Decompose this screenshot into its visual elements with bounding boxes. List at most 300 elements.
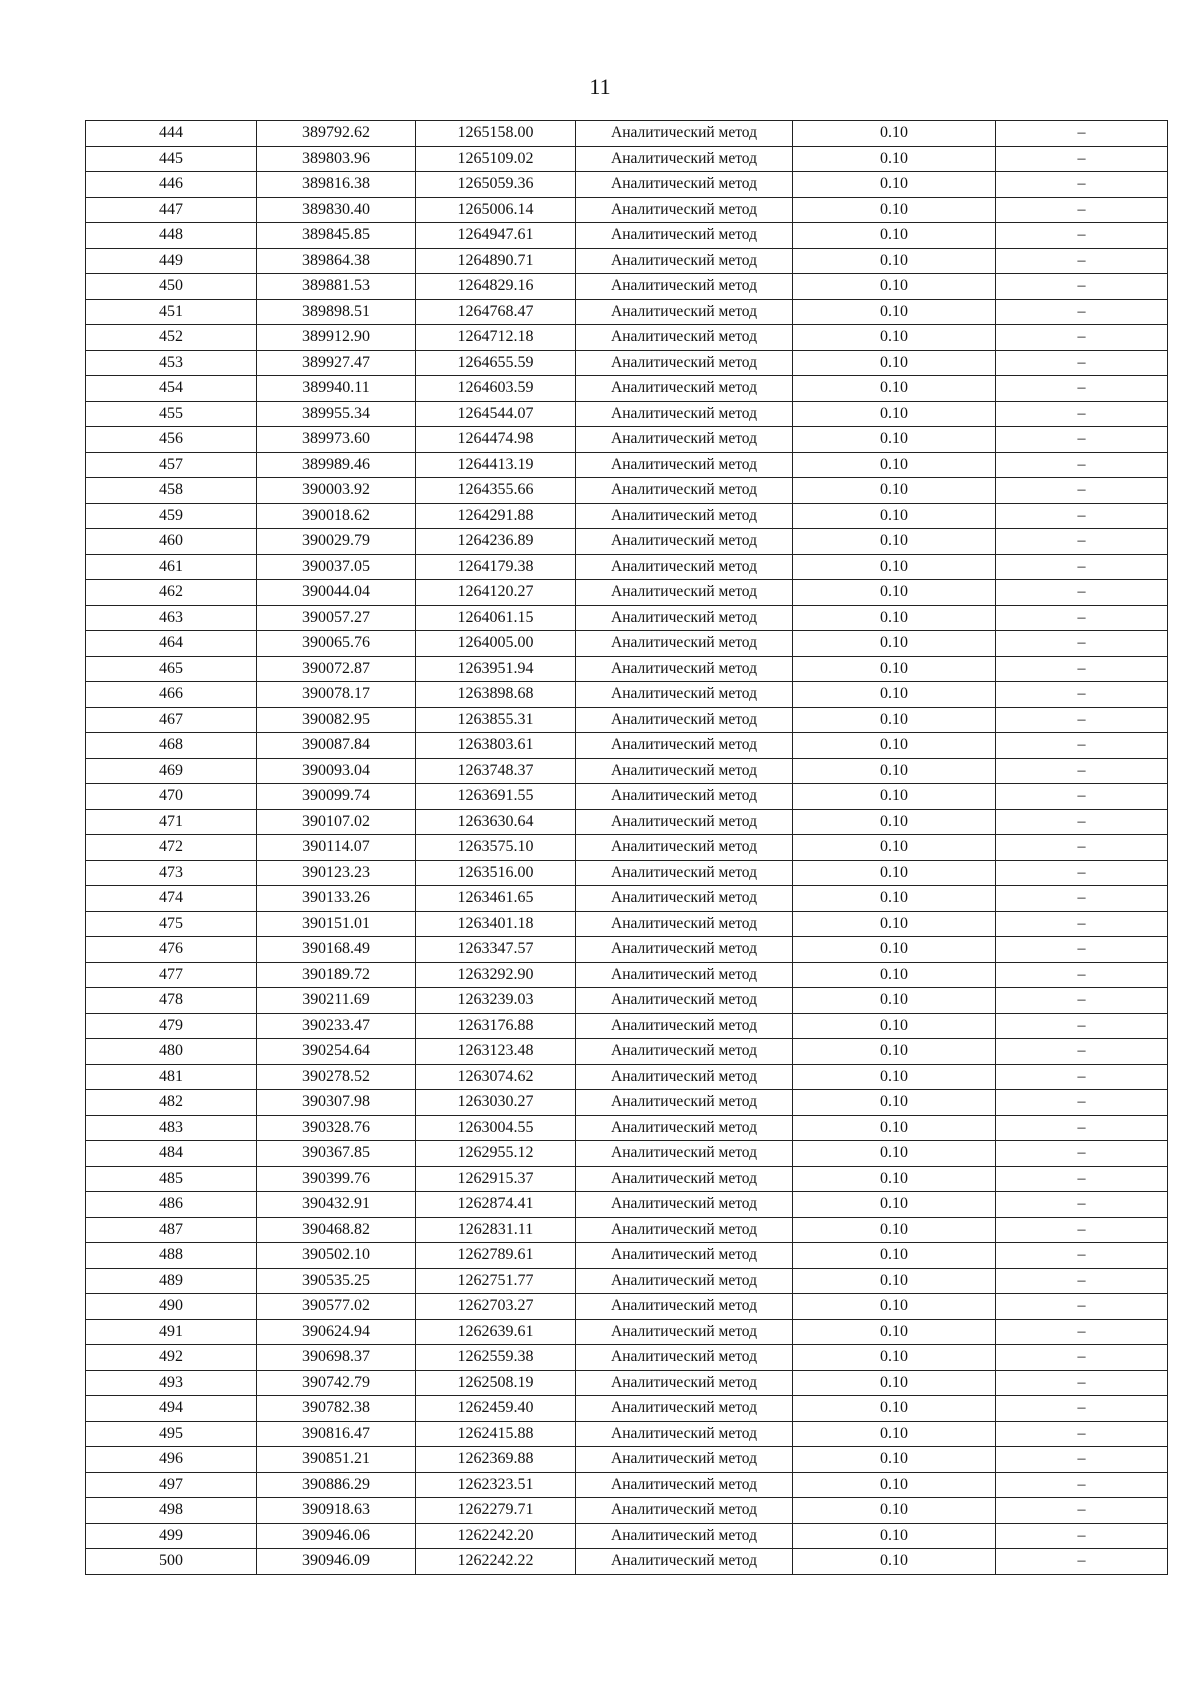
accuracy-cell: 0.10 xyxy=(793,350,996,376)
table-row xyxy=(86,1039,1168,1065)
table-row xyxy=(86,1141,1168,1167)
method-cell: Аналитический метод xyxy=(576,1039,793,1065)
y-coordinate-cell: 1262874.41 xyxy=(416,1192,576,1218)
table-row xyxy=(86,427,1168,453)
point-number-cell: 448 xyxy=(86,223,257,249)
table-row xyxy=(86,1192,1168,1218)
x-coordinate-cell: 389816.38 xyxy=(257,172,416,198)
note-cell: – xyxy=(996,758,1168,784)
table-row xyxy=(86,121,1168,147)
x-coordinate-cell: 390123.23 xyxy=(257,860,416,886)
table-row xyxy=(86,1013,1168,1039)
x-coordinate-cell: 389830.40 xyxy=(257,197,416,223)
note-cell: – xyxy=(996,223,1168,249)
method-cell: Аналитический метод xyxy=(576,1064,793,1090)
note-cell: – xyxy=(996,350,1168,376)
y-coordinate-cell: 1264603.59 xyxy=(416,376,576,402)
accuracy-cell: 0.10 xyxy=(793,580,996,606)
table-row xyxy=(86,656,1168,682)
point-number-cell: 494 xyxy=(86,1396,257,1422)
page-number: 11 xyxy=(589,74,611,99)
method-cell: Аналитический метод xyxy=(576,503,793,529)
note-cell: – xyxy=(996,1421,1168,1447)
x-coordinate-cell: 390093.04 xyxy=(257,758,416,784)
point-number-cell: 484 xyxy=(86,1141,257,1167)
table-row xyxy=(86,580,1168,606)
note-cell: – xyxy=(996,962,1168,988)
y-coordinate-cell: 1262639.61 xyxy=(416,1319,576,1345)
y-coordinate-cell: 1263401.18 xyxy=(416,911,576,937)
accuracy-cell: 0.10 xyxy=(793,988,996,1014)
method-cell: Аналитический метод xyxy=(576,1166,793,1192)
method-cell: Аналитический метод xyxy=(576,580,793,606)
x-coordinate-cell: 390029.79 xyxy=(257,529,416,555)
point-number-cell: 496 xyxy=(86,1447,257,1473)
accuracy-cell: 0.10 xyxy=(793,248,996,274)
point-number-cell: 445 xyxy=(86,146,257,172)
method-cell: Аналитический метод xyxy=(576,605,793,631)
note-cell: – xyxy=(996,452,1168,478)
x-coordinate-cell: 390065.76 xyxy=(257,631,416,657)
method-cell: Аналитический метод xyxy=(576,248,793,274)
y-coordinate-cell: 1264474.98 xyxy=(416,427,576,453)
point-number-cell: 458 xyxy=(86,478,257,504)
note-cell: – xyxy=(996,554,1168,580)
accuracy-cell: 0.10 xyxy=(793,1294,996,1320)
x-coordinate-cell: 390254.64 xyxy=(257,1039,416,1065)
accuracy-cell: 0.10 xyxy=(793,274,996,300)
method-cell: Аналитический метод xyxy=(576,146,793,172)
method-cell: Аналитический метод xyxy=(576,1345,793,1371)
accuracy-cell: 0.10 xyxy=(793,1217,996,1243)
note-cell: – xyxy=(996,529,1168,555)
y-coordinate-cell: 1263803.61 xyxy=(416,733,576,759)
note-cell: – xyxy=(996,631,1168,657)
point-number-cell: 467 xyxy=(86,707,257,733)
x-coordinate-cell: 390044.04 xyxy=(257,580,416,606)
point-number-cell: 454 xyxy=(86,376,257,402)
point-number-cell: 489 xyxy=(86,1268,257,1294)
x-coordinate-cell: 389955.34 xyxy=(257,401,416,427)
note-cell: – xyxy=(996,682,1168,708)
point-number-cell: 475 xyxy=(86,911,257,937)
y-coordinate-cell: 1263004.55 xyxy=(416,1115,576,1141)
accuracy-cell: 0.10 xyxy=(793,1166,996,1192)
method-cell: Аналитический метод xyxy=(576,299,793,325)
table-row xyxy=(86,1396,1168,1422)
note-cell: – xyxy=(996,707,1168,733)
table-row xyxy=(86,274,1168,300)
point-number-cell: 472 xyxy=(86,835,257,861)
method-cell: Аналитический метод xyxy=(576,1013,793,1039)
note-cell: – xyxy=(996,1166,1168,1192)
x-coordinate-cell: 390535.25 xyxy=(257,1268,416,1294)
method-cell: Аналитический метод xyxy=(576,529,793,555)
table-row xyxy=(86,784,1168,810)
table-row xyxy=(86,1319,1168,1345)
y-coordinate-cell: 1262415.88 xyxy=(416,1421,576,1447)
accuracy-cell: 0.10 xyxy=(793,1115,996,1141)
x-coordinate-cell: 390099.74 xyxy=(257,784,416,810)
point-number-cell: 451 xyxy=(86,299,257,325)
method-cell: Аналитический метод xyxy=(576,1115,793,1141)
table-row xyxy=(86,1498,1168,1524)
method-cell: Аналитический метод xyxy=(576,758,793,784)
x-coordinate-cell: 390851.21 xyxy=(257,1447,416,1473)
x-coordinate-cell: 390624.94 xyxy=(257,1319,416,1345)
accuracy-cell: 0.10 xyxy=(793,1523,996,1549)
x-coordinate-cell: 390367.85 xyxy=(257,1141,416,1167)
table-row xyxy=(86,1549,1168,1575)
accuracy-cell: 0.10 xyxy=(793,1396,996,1422)
method-cell: Аналитический метод xyxy=(576,962,793,988)
method-cell: Аналитический метод xyxy=(576,1243,793,1269)
y-coordinate-cell: 1264947.61 xyxy=(416,223,576,249)
x-coordinate-cell: 390782.38 xyxy=(257,1396,416,1422)
y-coordinate-cell: 1264179.38 xyxy=(416,554,576,580)
y-coordinate-cell: 1263898.68 xyxy=(416,682,576,708)
accuracy-cell: 0.10 xyxy=(793,1141,996,1167)
point-number-cell: 491 xyxy=(86,1319,257,1345)
y-coordinate-cell: 1264061.15 xyxy=(416,605,576,631)
note-cell: – xyxy=(996,1192,1168,1218)
note-cell: – xyxy=(996,937,1168,963)
y-coordinate-cell: 1265059.36 xyxy=(416,172,576,198)
table-row xyxy=(86,1447,1168,1473)
x-coordinate-cell: 390399.76 xyxy=(257,1166,416,1192)
accuracy-cell: 0.10 xyxy=(793,427,996,453)
table-row xyxy=(86,1268,1168,1294)
table-row xyxy=(86,223,1168,249)
x-coordinate-cell: 390114.07 xyxy=(257,835,416,861)
accuracy-cell: 0.10 xyxy=(793,1013,996,1039)
x-coordinate-cell: 390211.69 xyxy=(257,988,416,1014)
x-coordinate-cell: 389927.47 xyxy=(257,350,416,376)
method-cell: Аналитический метод xyxy=(576,682,793,708)
table-row xyxy=(86,1064,1168,1090)
y-coordinate-cell: 1263074.62 xyxy=(416,1064,576,1090)
point-number-cell: 500 xyxy=(86,1549,257,1575)
y-coordinate-cell: 1263691.55 xyxy=(416,784,576,810)
y-coordinate-cell: 1262323.51 xyxy=(416,1472,576,1498)
point-number-cell: 446 xyxy=(86,172,257,198)
point-number-cell: 483 xyxy=(86,1115,257,1141)
point-number-cell: 468 xyxy=(86,733,257,759)
accuracy-cell: 0.10 xyxy=(793,529,996,555)
point-number-cell: 444 xyxy=(86,121,257,147)
y-coordinate-cell: 1262703.27 xyxy=(416,1294,576,1320)
method-cell: Аналитический метод xyxy=(576,988,793,1014)
point-number-cell: 471 xyxy=(86,809,257,835)
table-row xyxy=(86,554,1168,580)
accuracy-cell: 0.10 xyxy=(793,376,996,402)
note-cell: – xyxy=(996,1013,1168,1039)
accuracy-cell: 0.10 xyxy=(793,121,996,147)
method-cell: Аналитический метод xyxy=(576,886,793,912)
table-row xyxy=(86,860,1168,886)
table-row xyxy=(86,1243,1168,1269)
note-cell: – xyxy=(996,580,1168,606)
y-coordinate-cell: 1263748.37 xyxy=(416,758,576,784)
point-number-cell: 465 xyxy=(86,656,257,682)
point-number-cell: 485 xyxy=(86,1166,257,1192)
point-number-cell: 476 xyxy=(86,937,257,963)
method-cell: Аналитический метод xyxy=(576,1498,793,1524)
point-number-cell: 493 xyxy=(86,1370,257,1396)
accuracy-cell: 0.10 xyxy=(793,1472,996,1498)
point-number-cell: 466 xyxy=(86,682,257,708)
point-number-cell: 492 xyxy=(86,1345,257,1371)
accuracy-cell: 0.10 xyxy=(793,325,996,351)
table-row xyxy=(86,197,1168,223)
x-coordinate-cell: 390816.47 xyxy=(257,1421,416,1447)
note-cell: – xyxy=(996,274,1168,300)
x-coordinate-cell: 390918.63 xyxy=(257,1498,416,1524)
table-row xyxy=(86,707,1168,733)
table-row xyxy=(86,911,1168,937)
method-cell: Аналитический метод xyxy=(576,1549,793,1575)
note-cell: – xyxy=(996,172,1168,198)
x-coordinate-cell: 390107.02 xyxy=(257,809,416,835)
method-cell: Аналитический метод xyxy=(576,1294,793,1320)
method-cell: Аналитический метод xyxy=(576,223,793,249)
accuracy-cell: 0.10 xyxy=(793,1243,996,1269)
x-coordinate-cell: 390328.76 xyxy=(257,1115,416,1141)
note-cell: – xyxy=(996,299,1168,325)
x-coordinate-cell: 389845.85 xyxy=(257,223,416,249)
coordinates-table xyxy=(85,120,1168,1575)
y-coordinate-cell: 1264120.27 xyxy=(416,580,576,606)
x-coordinate-cell: 389864.38 xyxy=(257,248,416,274)
note-cell: – xyxy=(996,503,1168,529)
point-number-cell: 486 xyxy=(86,1192,257,1218)
note-cell: – xyxy=(996,478,1168,504)
note-cell: – xyxy=(996,1447,1168,1473)
table-body xyxy=(86,121,1168,1575)
method-cell: Аналитический метод xyxy=(576,656,793,682)
x-coordinate-cell: 390168.49 xyxy=(257,937,416,963)
point-number-cell: 482 xyxy=(86,1090,257,1116)
y-coordinate-cell: 1264829.16 xyxy=(416,274,576,300)
y-coordinate-cell: 1264005.00 xyxy=(416,631,576,657)
point-number-cell: 456 xyxy=(86,427,257,453)
note-cell: – xyxy=(996,1396,1168,1422)
note-cell: – xyxy=(996,1345,1168,1371)
method-cell: Аналитический метод xyxy=(576,172,793,198)
point-number-cell: 459 xyxy=(86,503,257,529)
x-coordinate-cell: 390698.37 xyxy=(257,1345,416,1371)
note-cell: – xyxy=(996,656,1168,682)
note-cell: – xyxy=(996,121,1168,147)
point-number-cell: 452 xyxy=(86,325,257,351)
x-coordinate-cell: 389989.46 xyxy=(257,452,416,478)
table-row xyxy=(86,1345,1168,1371)
point-number-cell: 461 xyxy=(86,554,257,580)
method-cell: Аналитический метод xyxy=(576,274,793,300)
x-coordinate-cell: 390468.82 xyxy=(257,1217,416,1243)
x-coordinate-cell: 390886.29 xyxy=(257,1472,416,1498)
point-number-cell: 447 xyxy=(86,197,257,223)
point-number-cell: 473 xyxy=(86,860,257,886)
accuracy-cell: 0.10 xyxy=(793,809,996,835)
point-number-cell: 453 xyxy=(86,350,257,376)
method-cell: Аналитический метод xyxy=(576,1396,793,1422)
accuracy-cell: 0.10 xyxy=(793,937,996,963)
note-cell: – xyxy=(996,1523,1168,1549)
x-coordinate-cell: 390078.17 xyxy=(257,682,416,708)
method-cell: Аналитический метод xyxy=(576,1421,793,1447)
note-cell: – xyxy=(996,427,1168,453)
point-number-cell: 474 xyxy=(86,886,257,912)
point-number-cell: 470 xyxy=(86,784,257,810)
method-cell: Аналитический метод xyxy=(576,707,793,733)
note-cell: – xyxy=(996,835,1168,861)
x-coordinate-cell: 389940.11 xyxy=(257,376,416,402)
point-number-cell: 478 xyxy=(86,988,257,1014)
accuracy-cell: 0.10 xyxy=(793,784,996,810)
accuracy-cell: 0.10 xyxy=(793,554,996,580)
method-cell: Аналитический метод xyxy=(576,121,793,147)
y-coordinate-cell: 1265006.14 xyxy=(416,197,576,223)
note-cell: – xyxy=(996,1319,1168,1345)
method-cell: Аналитический метод xyxy=(576,1217,793,1243)
table-row xyxy=(86,1090,1168,1116)
note-cell: – xyxy=(996,1064,1168,1090)
point-number-cell: 450 xyxy=(86,274,257,300)
table-row xyxy=(86,988,1168,1014)
accuracy-cell: 0.10 xyxy=(793,1268,996,1294)
table-row xyxy=(86,1472,1168,1498)
accuracy-cell: 0.10 xyxy=(793,835,996,861)
table-row xyxy=(86,529,1168,555)
method-cell: Аналитический метод xyxy=(576,1192,793,1218)
accuracy-cell: 0.10 xyxy=(793,1064,996,1090)
y-coordinate-cell: 1263239.03 xyxy=(416,988,576,1014)
point-number-cell: 487 xyxy=(86,1217,257,1243)
x-coordinate-cell: 389898.51 xyxy=(257,299,416,325)
accuracy-cell: 0.10 xyxy=(793,911,996,937)
accuracy-cell: 0.10 xyxy=(793,1498,996,1524)
y-coordinate-cell: 1263630.64 xyxy=(416,809,576,835)
y-coordinate-cell: 1265109.02 xyxy=(416,146,576,172)
y-coordinate-cell: 1263292.90 xyxy=(416,962,576,988)
note-cell: – xyxy=(996,1294,1168,1320)
y-coordinate-cell: 1264712.18 xyxy=(416,325,576,351)
accuracy-cell: 0.10 xyxy=(793,223,996,249)
point-number-cell: 469 xyxy=(86,758,257,784)
point-number-cell: 463 xyxy=(86,605,257,631)
table-row xyxy=(86,325,1168,351)
y-coordinate-cell: 1262559.38 xyxy=(416,1345,576,1371)
y-coordinate-cell: 1263347.57 xyxy=(416,937,576,963)
method-cell: Аналитический метод xyxy=(576,1370,793,1396)
y-coordinate-cell: 1262915.37 xyxy=(416,1166,576,1192)
note-cell: – xyxy=(996,1217,1168,1243)
y-coordinate-cell: 1262369.88 xyxy=(416,1447,576,1473)
note-cell: – xyxy=(996,1268,1168,1294)
note-cell: – xyxy=(996,1243,1168,1269)
method-cell: Аналитический метод xyxy=(576,376,793,402)
note-cell: – xyxy=(996,1549,1168,1575)
x-coordinate-cell: 390502.10 xyxy=(257,1243,416,1269)
accuracy-cell: 0.10 xyxy=(793,1421,996,1447)
x-coordinate-cell: 390072.87 xyxy=(257,656,416,682)
table-row xyxy=(86,1294,1168,1320)
x-coordinate-cell: 389803.96 xyxy=(257,146,416,172)
method-cell: Аналитический метод xyxy=(576,1268,793,1294)
table-row xyxy=(86,1115,1168,1141)
accuracy-cell: 0.10 xyxy=(793,1039,996,1065)
note-cell: – xyxy=(996,146,1168,172)
x-coordinate-cell: 390278.52 xyxy=(257,1064,416,1090)
method-cell: Аналитический метод xyxy=(576,911,793,937)
table-row xyxy=(86,172,1168,198)
method-cell: Аналитический метод xyxy=(576,427,793,453)
x-coordinate-cell: 390087.84 xyxy=(257,733,416,759)
method-cell: Аналитический метод xyxy=(576,554,793,580)
point-number-cell: 477 xyxy=(86,962,257,988)
accuracy-cell: 0.10 xyxy=(793,197,996,223)
x-coordinate-cell: 390946.09 xyxy=(257,1549,416,1575)
x-coordinate-cell: 390082.95 xyxy=(257,707,416,733)
method-cell: Аналитический метод xyxy=(576,1447,793,1473)
table-row xyxy=(86,733,1168,759)
y-coordinate-cell: 1262279.71 xyxy=(416,1498,576,1524)
accuracy-cell: 0.10 xyxy=(793,1345,996,1371)
y-coordinate-cell: 1264655.59 xyxy=(416,350,576,376)
y-coordinate-cell: 1265158.00 xyxy=(416,121,576,147)
x-coordinate-cell: 390742.79 xyxy=(257,1370,416,1396)
x-coordinate-cell: 389881.53 xyxy=(257,274,416,300)
table-row xyxy=(86,1166,1168,1192)
x-coordinate-cell: 390003.92 xyxy=(257,478,416,504)
method-cell: Аналитический метод xyxy=(576,631,793,657)
x-coordinate-cell: 390233.47 xyxy=(257,1013,416,1039)
y-coordinate-cell: 1262831.11 xyxy=(416,1217,576,1243)
point-number-cell: 464 xyxy=(86,631,257,657)
note-cell: – xyxy=(996,1498,1168,1524)
accuracy-cell: 0.10 xyxy=(793,962,996,988)
x-coordinate-cell: 389912.90 xyxy=(257,325,416,351)
accuracy-cell: 0.10 xyxy=(793,707,996,733)
point-number-cell: 460 xyxy=(86,529,257,555)
method-cell: Аналитический метод xyxy=(576,401,793,427)
method-cell: Аналитический метод xyxy=(576,937,793,963)
y-coordinate-cell: 1262508.19 xyxy=(416,1370,576,1396)
method-cell: Аналитический метод xyxy=(576,350,793,376)
x-coordinate-cell: 389973.60 xyxy=(257,427,416,453)
table-row xyxy=(86,376,1168,402)
accuracy-cell: 0.10 xyxy=(793,1090,996,1116)
x-coordinate-cell: 390133.26 xyxy=(257,886,416,912)
accuracy-cell: 0.10 xyxy=(793,478,996,504)
point-number-cell: 499 xyxy=(86,1523,257,1549)
point-number-cell: 480 xyxy=(86,1039,257,1065)
method-cell: Аналитический метод xyxy=(576,325,793,351)
y-coordinate-cell: 1264413.19 xyxy=(416,452,576,478)
note-cell: – xyxy=(996,197,1168,223)
point-number-cell: 490 xyxy=(86,1294,257,1320)
y-coordinate-cell: 1263030.27 xyxy=(416,1090,576,1116)
point-number-cell: 495 xyxy=(86,1421,257,1447)
x-coordinate-cell: 390057.27 xyxy=(257,605,416,631)
y-coordinate-cell: 1262242.20 xyxy=(416,1523,576,1549)
note-cell: – xyxy=(996,325,1168,351)
method-cell: Аналитический метод xyxy=(576,1319,793,1345)
accuracy-cell: 0.10 xyxy=(793,860,996,886)
y-coordinate-cell: 1263123.48 xyxy=(416,1039,576,1065)
method-cell: Аналитический метод xyxy=(576,1472,793,1498)
